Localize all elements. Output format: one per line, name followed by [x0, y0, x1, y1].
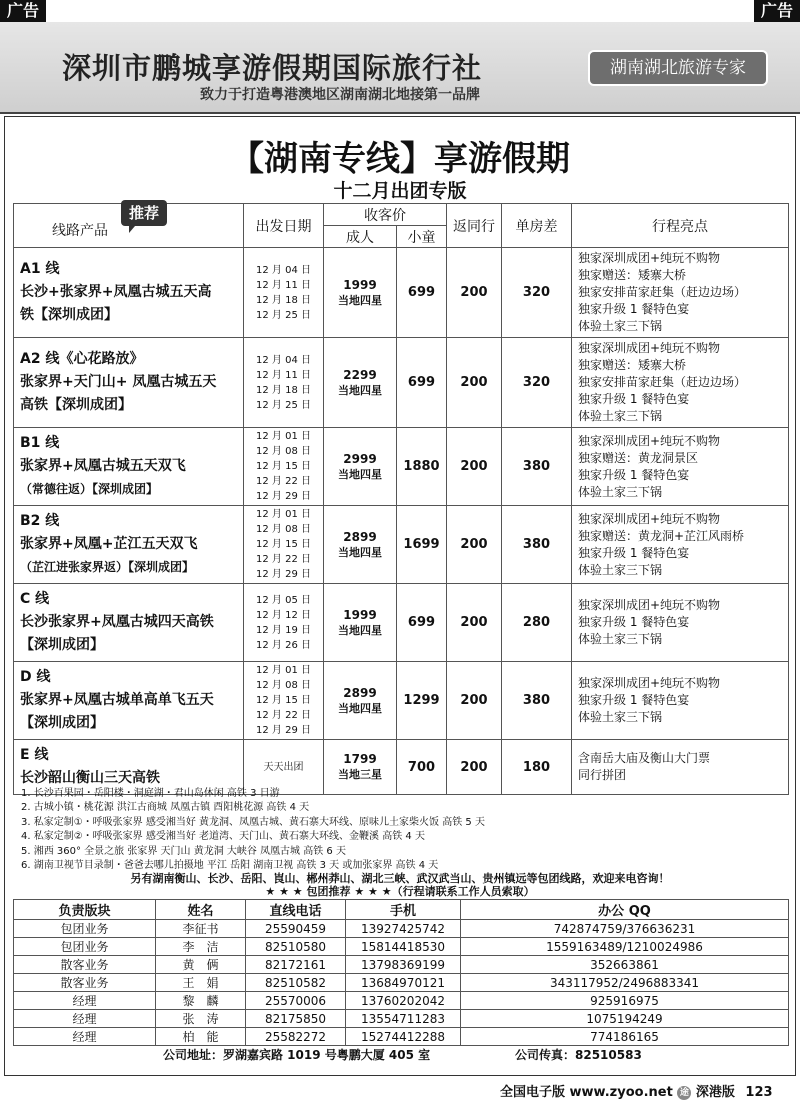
highlight-item: 独家安排苗家赶集（赶边边场） — [578, 285, 747, 299]
highlight-item: 独家深圳成团+纯玩不购物 — [578, 676, 721, 690]
contact-cell: 25582272 — [246, 1028, 346, 1046]
contact-cell: 包团业务 — [14, 938, 156, 956]
contact-cell: 经理 — [14, 1010, 156, 1028]
contact-header: 手机 — [346, 900, 461, 920]
route-highlights — [572, 662, 789, 740]
col-rebate: 返同行 — [447, 204, 502, 248]
contact-cell: 82510580 — [246, 938, 346, 956]
theme-route-item: 3. 私家定制①・呼吸张家界 感受湘当好 黄龙洞、凤凰古城、黄石寨大环线、原味儿土家柴火饭 高铁 5 天 — [21, 816, 485, 828]
route-date: 12 月 04 日 — [256, 354, 311, 366]
page-footer — [500, 1081, 773, 1100]
adult-price — [324, 584, 397, 662]
rebate-price: 200 — [447, 584, 502, 662]
contact-cell: 82172161 — [246, 956, 346, 974]
highlight-item: 独家深圳成团+纯玩不购物 — [578, 251, 721, 265]
contact-cell: 13760202042 — [346, 992, 461, 1010]
contact-cell: 82510582 — [246, 974, 346, 992]
theme-route-item: 4. 私家定制②・呼吸张家界 感受湘当好 老道湾、天门山、黄石寨大环线、金鞭溪 高铁 4 天 — [21, 831, 425, 843]
route-date: 12 月 22 日 — [256, 710, 311, 721]
contact-cell: 散客业务 — [14, 956, 156, 974]
hotel-star: 当地四星 — [338, 701, 382, 715]
route-name — [14, 584, 244, 662]
route-name-line: 【深圳成团】 — [20, 715, 104, 731]
highlight-item: 独家赠送：黄龙洞+芷江风雨桥 — [578, 528, 745, 543]
page-number: 123 — [745, 1085, 773, 1100]
route-name-line: 长沙韶山衡山三天高铁 — [20, 770, 160, 786]
route-dates — [244, 662, 324, 740]
route-date: 12 月 18 日 — [256, 384, 311, 396]
single-supplement: 280 — [502, 584, 572, 662]
route-highlights — [572, 248, 789, 338]
highlight-item: 独家升级 1 餐特色宴 — [578, 392, 690, 406]
route-date: 12 月 15 日 — [256, 539, 311, 550]
rebate-price: 200 — [447, 428, 502, 506]
route-name-line: B1 线 — [20, 435, 60, 451]
notice-line: ★ ★ ★ 包团推荐 ★ ★ ★（行程请联系工作人员索取） — [265, 885, 535, 898]
contact-cell: 13798369199 — [346, 956, 461, 974]
highlight-item: 含南岳大庙及衡山大门票 — [578, 751, 711, 765]
contact-cell: 1559163489/1210024986 — [461, 938, 789, 956]
hotel-star: 当地四星 — [338, 545, 382, 559]
col-highlights: 行程亮点 — [572, 204, 789, 248]
contact-row — [14, 1028, 789, 1046]
route-date: 12 月 05 日 — [256, 594, 311, 606]
single-supplement: 380 — [502, 506, 572, 584]
contact-cell: 经理 — [14, 1028, 156, 1046]
col-adult: 成人 — [324, 226, 397, 248]
route-name-line: A1 线 — [20, 261, 60, 277]
adult-price — [324, 338, 397, 428]
contact-cell: 黎 麟 — [156, 992, 246, 1010]
contact-cell: 包团业务 — [14, 920, 156, 938]
contacts-table — [13, 899, 789, 1046]
hotel-star: 当地三星 — [338, 768, 382, 781]
highlight-item: 独家升级 1 餐特色宴 — [578, 467, 690, 482]
route-row — [14, 248, 789, 338]
rebate-price: 200 — [447, 506, 502, 584]
adult-price-value: 1799 — [343, 752, 377, 766]
route-name-line: C 线 — [20, 591, 50, 607]
hotel-star: 当地四星 — [338, 623, 382, 637]
adult-price-value: 1999 — [343, 277, 377, 292]
route-date: 12 月 25 日 — [256, 309, 311, 321]
route-name-line: D 线 — [20, 669, 51, 685]
contact-cell: 925916975 — [461, 992, 789, 1010]
route-name-line: 高铁【深圳成团】 — [20, 397, 132, 413]
rebate-price: 200 — [447, 338, 502, 428]
contact-cell: 李 洁 — [156, 938, 246, 956]
company-slogan: 致力于打造粤港澳地区湖南湖北地接第一品牌 — [200, 87, 480, 103]
route-name-line: 张家界+凤凰古城五天双飞 — [20, 458, 186, 474]
rebate-price: 200 — [447, 740, 502, 795]
col-product: 线路产品 — [14, 204, 244, 248]
highlight-item: 独家升级 1 餐特色宴 — [578, 545, 690, 560]
contact-cell: 343117952/2496883341 — [461, 974, 789, 992]
highlight-item: 独家升级 1 餐特色宴 — [578, 693, 690, 707]
route-date: 12 月 15 日 — [256, 695, 311, 706]
recommend-tag: 推荐 — [121, 200, 167, 226]
route-name-line: B2 线 — [20, 513, 60, 529]
company-name: 深圳市鹏城享游假期国际旅行社 — [62, 51, 483, 85]
contact-cell: 15274412288 — [346, 1028, 461, 1046]
highlight-item: 体验土家三下锅 — [578, 562, 663, 577]
page-subtitle: 十二月出团专版 — [333, 180, 467, 202]
contact-row — [14, 920, 789, 938]
company-fax: 公司传真：82510583 — [515, 1048, 642, 1062]
route-name-line: A2 线《心花路放》 — [20, 351, 144, 367]
highlight-item: 独家深圳成团+纯玩不购物 — [578, 598, 721, 612]
contact-row — [14, 1010, 789, 1028]
route-date: 12 月 08 日 — [256, 680, 311, 691]
route-date: 12 月 04 日 — [256, 264, 311, 276]
adult-price-value: 2899 — [343, 529, 377, 544]
contact-cell: 李征书 — [156, 920, 246, 938]
route-date: 12 月 25 日 — [256, 399, 311, 411]
contact-cell: 张 涛 — [156, 1010, 246, 1028]
contact-row — [14, 938, 789, 956]
group-notice — [0, 872, 800, 898]
contact-cell: 1075194249 — [461, 1010, 789, 1028]
route-date: 12 月 26 日 — [256, 639, 311, 651]
col-single: 单房差 — [502, 204, 572, 248]
col-child: 小童 — [397, 226, 447, 248]
child-price: 699 — [397, 248, 447, 338]
highlight-item: 独家赠送：矮寨大桥 — [578, 268, 687, 282]
route-name — [14, 248, 244, 338]
route-highlights — [572, 428, 789, 506]
route-date: 12 月 08 日 — [256, 524, 311, 535]
route-name-line: 【深圳成团】 — [20, 637, 104, 653]
contact-cell: 散客业务 — [14, 974, 156, 992]
contact-header: 办公 QQ — [461, 900, 789, 920]
route-row — [14, 584, 789, 662]
rebate-price: 200 — [447, 662, 502, 740]
single-supplement: 320 — [502, 248, 572, 338]
adult-price — [324, 428, 397, 506]
contact-cell: 742874759/376636231 — [461, 920, 789, 938]
ad-label-right: 广告 — [754, 0, 800, 22]
route-name — [14, 338, 244, 428]
contact-cell: 经理 — [14, 992, 156, 1010]
route-name-line: 铁【深圳成团】 — [20, 307, 118, 323]
route-row — [14, 428, 789, 506]
route-date: 12 月 29 日 — [256, 491, 311, 502]
route-date: 天天出团 — [263, 761, 304, 773]
route-dates — [244, 584, 324, 662]
adult-price-value: 2899 — [343, 685, 377, 700]
child-price: 1880 — [397, 428, 447, 506]
theme-route-item: 5. 湘西 360° 全景之旅 张家界 天门山 黄龙洞 大峡谷 凤凰古城 高铁 6 天 — [21, 845, 346, 857]
highlight-item: 独家升级 1 餐特色宴 — [578, 615, 690, 629]
highlight-item: 体验土家三下锅 — [578, 319, 663, 333]
adult-price — [324, 662, 397, 740]
theme-route-item: 1. 长沙百果园・岳阳楼・洞庭湖・君山岛休闲 高铁 3 日游 — [21, 788, 280, 799]
ad-label-left: 广告 — [0, 0, 46, 22]
contact-cell: 15814418530 — [346, 938, 461, 956]
route-date: 12 月 12 日 — [256, 609, 311, 621]
route-date: 12 月 29 日 — [256, 569, 311, 580]
single-supplement: 380 — [502, 662, 572, 740]
single-supplement: 380 — [502, 428, 572, 506]
contact-cell: 352663861 — [461, 956, 789, 974]
theme-route-item: 2. 古城小镇・桃花源 洪江古商城 凤凰古镇 酉阳桃花源 高铁 4 天 — [21, 802, 310, 814]
route-date: 12 月 22 日 — [256, 554, 311, 565]
contact-cell: 13684970121 — [346, 974, 461, 992]
highlight-item: 体验土家三下锅 — [578, 632, 663, 646]
route-name-line: 张家界+凤凰古城单高单飞五天 — [20, 692, 214, 708]
route-date: 12 月 19 日 — [256, 624, 311, 636]
adult-price-value: 1999 — [343, 607, 377, 622]
route-dates — [244, 338, 324, 428]
contact-cell: 25590459 — [246, 920, 346, 938]
contact-cell: 25570006 — [246, 992, 346, 1010]
theme-route-list — [13, 787, 789, 873]
highlight-item: 独家深圳成团+纯玩不购物 — [578, 511, 721, 526]
route-row — [14, 506, 789, 584]
route-date: 12 月 01 日 — [256, 509, 311, 520]
route-date: 12 月 15 日 — [256, 461, 311, 472]
route-name-line: 长沙+张家界+凤凰古城五天高 — [20, 284, 212, 300]
hotel-star: 当地四星 — [338, 383, 382, 397]
contact-cell: 黄 俩 — [156, 956, 246, 974]
contact-header: 姓名 — [156, 900, 246, 920]
agency-header — [0, 22, 800, 114]
route-name-line: 张家界+天门山+ 凤凰古城五天 — [20, 374, 217, 390]
contact-row — [14, 974, 789, 992]
adult-price — [324, 506, 397, 584]
route-name-line: （芷江进张家界返）【深圳成团】 — [20, 560, 195, 574]
route-date: 12 月 08 日 — [256, 446, 311, 457]
col-price: 收客价 — [324, 204, 447, 226]
routes-table — [13, 203, 789, 795]
highlight-item: 体验土家三下锅 — [578, 409, 663, 423]
adult-price-value: 2999 — [343, 451, 377, 466]
route-name — [14, 506, 244, 584]
single-supplement: 180 — [502, 740, 572, 795]
site-logo-icon: 途 — [677, 1086, 691, 1100]
route-date: 12 月 11 日 — [256, 279, 311, 291]
highlight-item: 独家深圳成团+纯玩不购物 — [578, 341, 721, 355]
route-row — [14, 338, 789, 428]
contact-cell: 774186165 — [461, 1028, 789, 1046]
single-supplement: 320 — [502, 338, 572, 428]
route-name-line: 张家界+凤凰+芷江五天双飞 — [20, 536, 198, 552]
route-dates — [244, 428, 324, 506]
route-dates — [244, 248, 324, 338]
contact-cell: 82175850 — [246, 1010, 346, 1028]
address-bar — [13, 1044, 789, 1064]
route-date: 12 月 22 日 — [256, 476, 311, 487]
expert-badge: 湖南湖北旅游专家 — [588, 50, 768, 86]
contact-row — [14, 956, 789, 974]
highlight-item: 独家深圳成团+纯玩不购物 — [578, 433, 721, 448]
route-highlights — [572, 584, 789, 662]
highlight-item: 独家安排苗家赶集（赶边边场） — [578, 375, 747, 389]
child-price: 699 — [397, 338, 447, 428]
contact-cell: 柏 能 — [156, 1028, 246, 1046]
col-date: 出发日期 — [244, 204, 324, 248]
route-highlights — [572, 338, 789, 428]
highlight-item: 独家升级 1 餐特色宴 — [578, 302, 690, 316]
route-row — [14, 662, 789, 740]
adult-price-value: 2299 — [343, 367, 377, 382]
rebate-price: 200 — [447, 248, 502, 338]
footer-edition: 深港版 — [695, 1085, 735, 1100]
route-date: 12 月 29 日 — [256, 725, 311, 736]
route-name — [14, 662, 244, 740]
contact-header: 直线电话 — [246, 900, 346, 920]
hotel-star: 当地四星 — [338, 293, 382, 307]
route-name-line: E 线 — [20, 747, 49, 763]
footer-site[interactable]: 全国电子版 www.zyoo.net — [500, 1085, 673, 1100]
company-address: 公司地址：罗湖嘉宾路 1019 号粤鹏大厦 405 室 — [163, 1048, 431, 1062]
highlight-item: 独家赠送：矮寨大桥 — [578, 358, 687, 372]
notice-line: 另有湖南衡山、长沙、岳阳、崀山、郴州莽山、湖北三峡、武汉武当山、贵州镇远等包团线路，欢迎来电咨询！ — [130, 872, 670, 885]
highlight-item: 同行拼团 — [578, 768, 627, 782]
contact-cell: 13927425742 — [346, 920, 461, 938]
route-name-line: （常德往返）【深圳成团】 — [20, 482, 159, 496]
contact-header: 负责版块 — [14, 900, 156, 920]
child-price: 699 — [397, 584, 447, 662]
route-date: 12 月 01 日 — [256, 665, 311, 676]
route-date: 12 月 01 日 — [256, 431, 311, 442]
child-price: 700 — [397, 740, 447, 795]
route-dates — [244, 506, 324, 584]
hotel-star: 当地四星 — [338, 467, 382, 481]
route-name — [14, 428, 244, 506]
contact-row — [14, 992, 789, 1010]
route-highlights — [572, 506, 789, 584]
child-price: 1299 — [397, 662, 447, 740]
route-date: 12 月 11 日 — [256, 369, 311, 381]
highlight-item: 体验土家三下锅 — [578, 484, 663, 499]
highlight-item: 独家赠送：黄龙洞景区 — [578, 450, 699, 465]
adult-price — [324, 248, 397, 338]
child-price: 1699 — [397, 506, 447, 584]
route-date: 12 月 18 日 — [256, 294, 311, 306]
route-name-line: 长沙张家界+凤凰古城四天高铁 — [20, 614, 214, 630]
highlight-item: 体验土家三下锅 — [578, 710, 663, 724]
contact-cell: 13554711283 — [346, 1010, 461, 1028]
theme-route-item: 6. 湖南卫视节目录制・爸爸去哪儿拍摄地 平江 岳阳 湖南卫视 高铁 3 天 或加张家界 高铁 4 天 — [21, 860, 439, 872]
contact-cell: 王 娟 — [156, 974, 246, 992]
page-title: 【湖南专线】享游假期 — [230, 139, 570, 179]
